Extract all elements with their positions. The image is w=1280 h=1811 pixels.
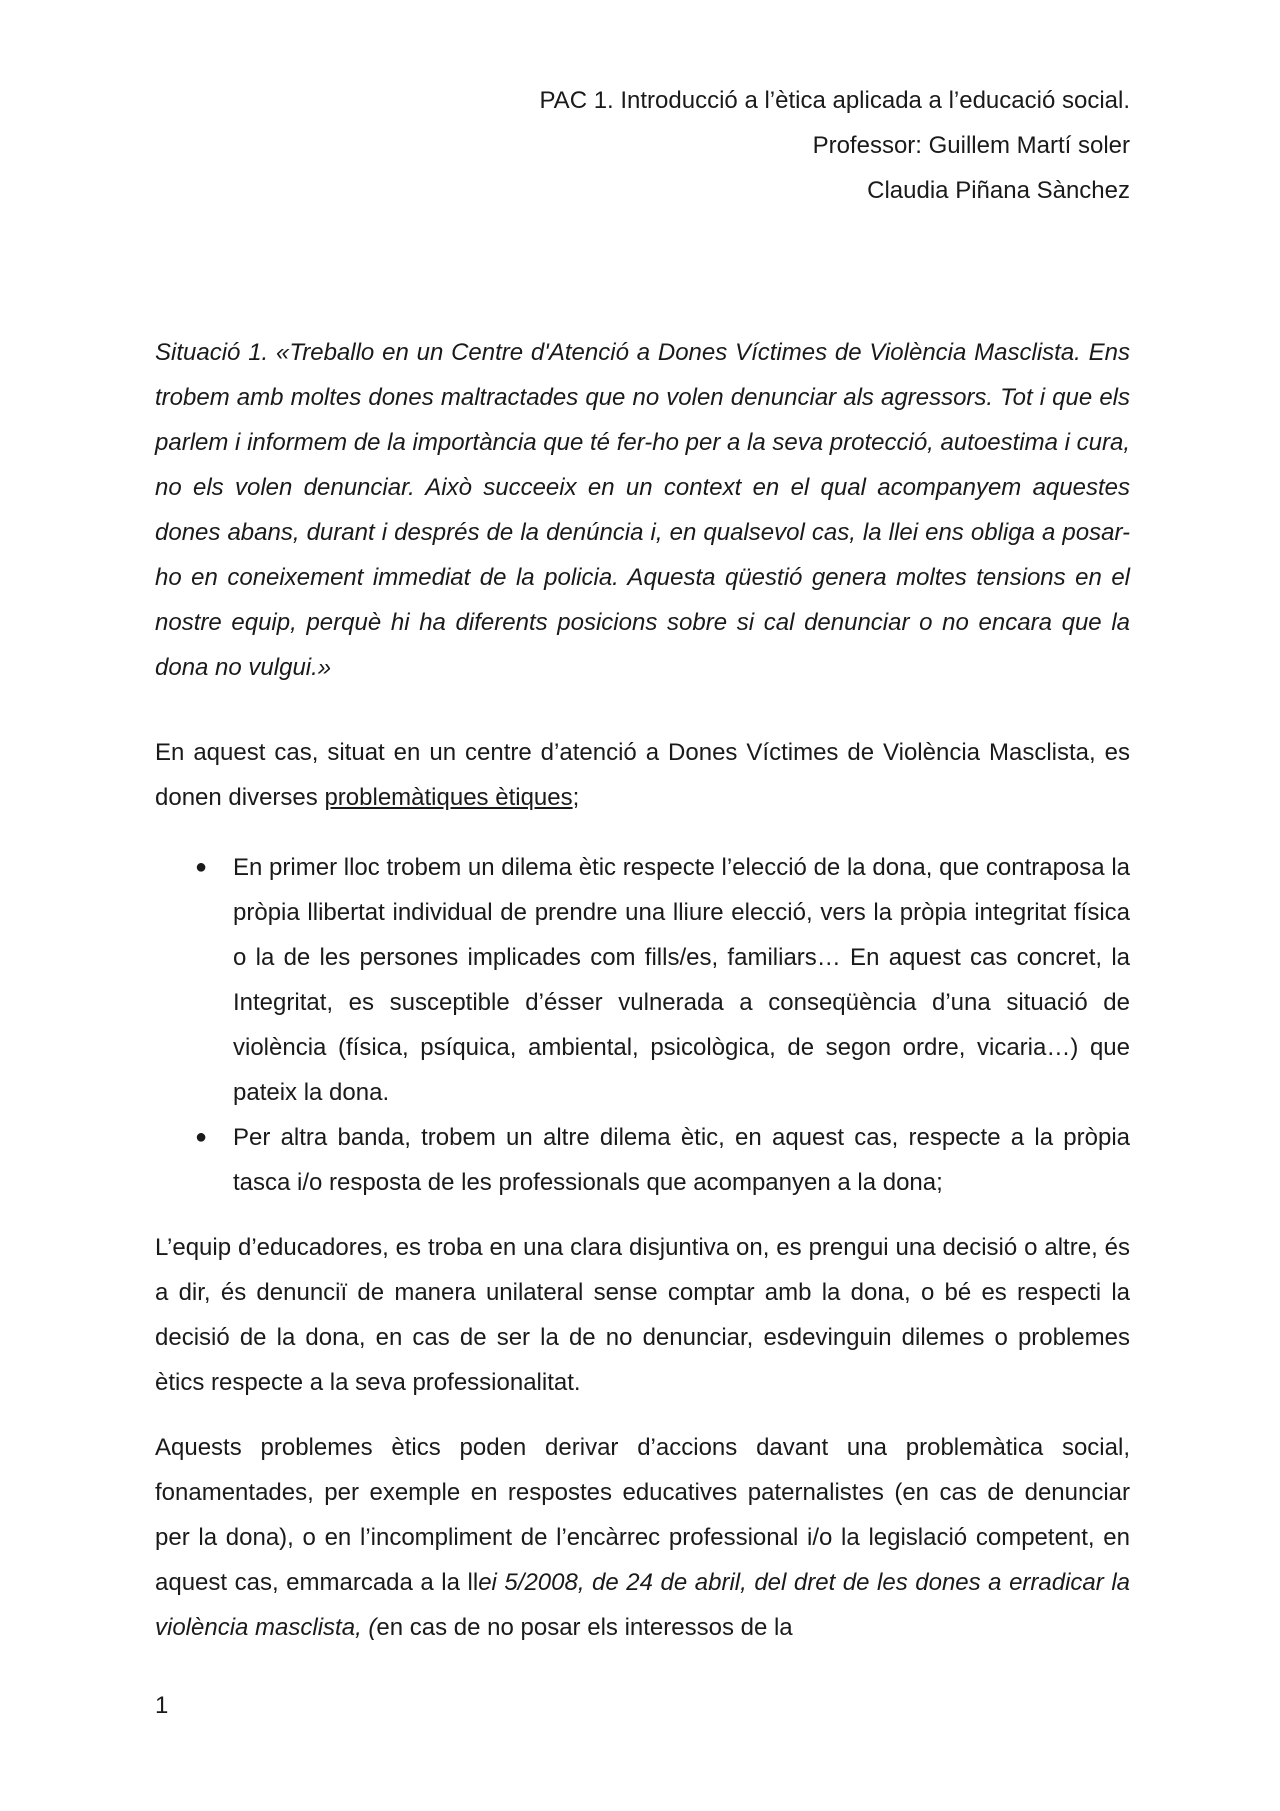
ethical-problems-continuation: en cas de no posar els interessos de la: [376, 1614, 793, 1641]
professor-name: Professor: Guillem Martí soler: [812, 132, 1130, 159]
law-reference: ei 5/2008, de 24 de abril, del dret de les dones a erradicar la violència masclista, (: [155, 1569, 1130, 1641]
ethical-problems-text: Aquests problemes ètics poden derivar d’accions davant una problemàtica social, fonamentades, per exemple en respostes educatives paternalistes (en cas de denunciar per la dona), o en l’incompliment de l’encàrrec professional i/o la legislació competent, en aquest cas, emmarcada a la ll: [155, 1434, 1130, 1596]
page-number: 1: [155, 1692, 169, 1719]
list-item-text: En primer lloc trobem un dilema ètic respecte l’elecció de la dona, que contraposa la pròpia llibertat individual de prendre una lliure elecció, vers la pròpia integritat física o la de les persones implicades com fills/es, familiars… En aquest cas concret, la Integritat, es susceptible d’ésser vulnerada a conseqüència d’una situació de violència (física, psíquica, ambiental, psicològica, de segon ordre, vicaria…) que pateix la dona.: [233, 854, 1130, 1106]
document-body: [155, 330, 1130, 1650]
list-item: [155, 845, 1130, 1115]
ethical-problems-term: problemàtiques ètiques: [324, 784, 573, 811]
case-paragraph-end: ;: [572, 784, 580, 811]
course-title: PAC 1. Introducció a l’ètica aplicada a l’educació social.: [539, 87, 1130, 114]
case-paragraph: [155, 730, 1130, 820]
ethical-problems-paragraph: [155, 1425, 1130, 1650]
team-dilemma-paragraph: L’equip d’educadores, es troba en una clara disjuntiva on, es prengui una decisió o altre, és a dir, és denunciï de manera unilateral sense comptar amb la dona, o bé es respecti la decisió de la dona, en cas de ser la de no denunciar, esdevinguin dilemes o problemes ètics respecte a la seva professionalitat.: [155, 1234, 1130, 1396]
case-paragraph-text: En aquest cas, situat en un centre d’atenció a Dones Víctimes de Violència Masclista, es donen diverses: [155, 739, 1130, 811]
author-name: Claudia Piñana Sànchez: [867, 177, 1130, 204]
list-item-text: Per altra banda, trobem un altre dilema ètic, en aquest cas, respecte a la pròpia tasca i/o resposta de les professionals que acompanyen a la dona;: [233, 1124, 1130, 1196]
document-header: [539, 78, 1130, 213]
list-item: [155, 1115, 1130, 1205]
dilemma-list: [155, 845, 1130, 1205]
situation-quote: Situació 1. «Treballo en un Centre d'Atenció a Dones Víctimes de Violència Masclista. Ens trobem amb moltes dones maltractades que no volen denunciar als agressors. Tot i que els parlem i informem de la importància que té fer-ho per a la seva protecció, autoestima i cura, no els volen denunciar. Això succeeix en un context en el qual acompanyem aquestes dones abans, durant i després de la denúncia i, en qualsevol cas, la llei ens obliga a posar-ho en coneixement immediat de la policia. Aquesta qüestió genera moltes tensions en el nostre equip, perquè hi ha diferents posicions sobre si cal denunciar o no encara que la dona no vulgui.»: [155, 339, 1130, 681]
bullet-icon: ●: [195, 856, 208, 878]
bullet-icon: ●: [195, 1126, 208, 1148]
